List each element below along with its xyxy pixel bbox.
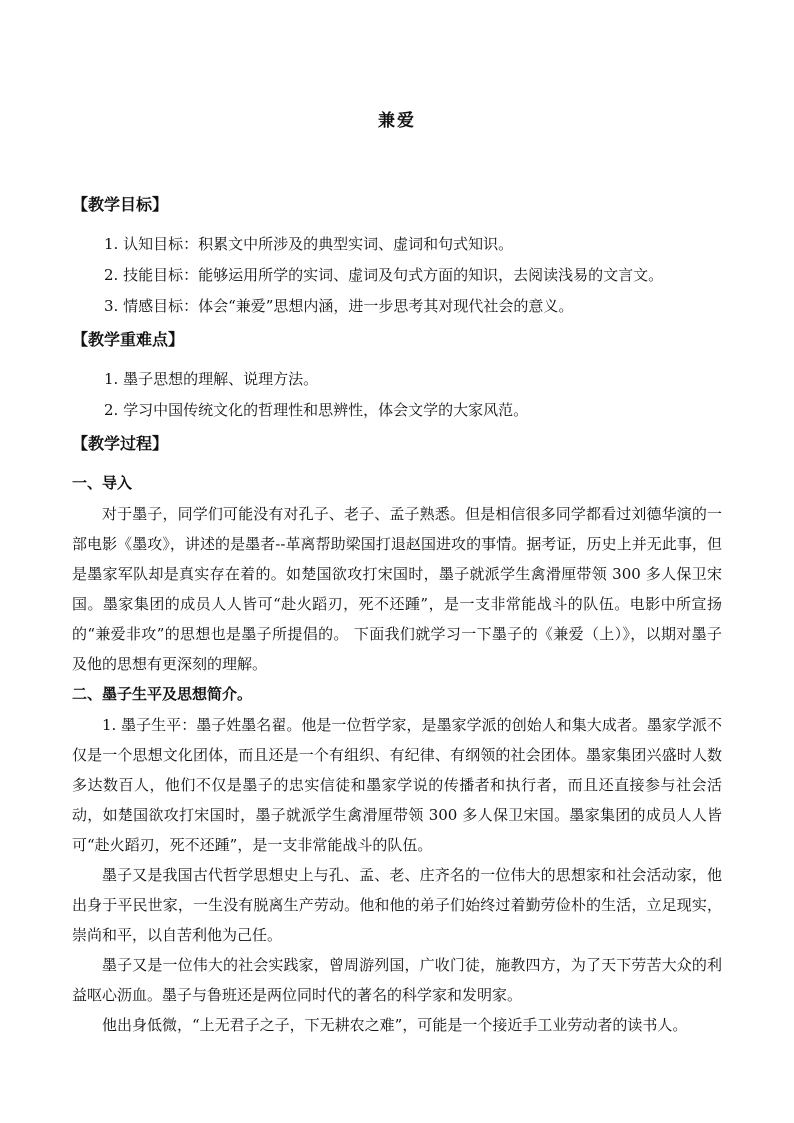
bio-paragraph: 他出身低微，“上无君子之子，下无耕农之难”，可能是一个接近手工业劳动者的读书人。 [102, 1016, 688, 1034]
key-point-item: 2. 学习中国传统文化的哲理性和思辨性，体会文学的大家风范。 [104, 401, 529, 419]
section-heading-key-points: 【教学重难点】 [72, 330, 185, 349]
key-point-item: 1. 墨子思想的理解、说理方法。 [104, 370, 319, 388]
bio-paragraph: 1. 墨子生平：墨子姓墨名翟。他是一位哲学家，是墨家学派的创始人和集大成者。墨家学派不仅是一个思想文化团体，而且还是一个有组织、有纪律、有纲领的社会团体。墨家集团兴盛时人数多达数百人，他们不仅是墨子的忠实信徒和墨家学说的传播者和执行者，而且还直接参与社会活动，如楚国欲攻打宋国时，墨子就派学生禽滑厘带领 300 多人保卫宋国。墨家集团的成员人人皆可“赴火蹈刃，死不还踵”，是一支非常能战斗的队伍。 [72, 716, 722, 854]
objective-item: 3. 情感目标：体会“兼爱”思想内涵，进一步思考其对现代社会的意义。 [104, 297, 574, 315]
objective-item: 1. 认知目标：积累文中所涉及的典型实词、虚词和句式知识。 [104, 235, 514, 253]
subsection-heading-bio: 二、墨子生平及思想简介。 [72, 685, 253, 703]
bio-paragraph: 墨子又是我国古代哲学思想史上与孔、孟、老、庄齐名的一位伟大的思想家和社会活动家，他出身于平民世家，一生没有脱离生产劳动。他和他的弟子们始终过着勤劳俭朴的生活，立足现实，崇尚和平，以自苦利他为己任。 [72, 866, 722, 944]
page-title: 兼爱 [378, 111, 416, 131]
objective-item: 2. 技能目标：能够运用所学的实词、虚词及句式方面的知识，去阅读浅易的文言文。 [104, 266, 664, 284]
section-heading-process: 【教学过程】 [72, 434, 169, 453]
subsection-heading-intro: 一、导入 [72, 474, 133, 492]
bio-paragraph: 墨子又是一位伟大的社会实践家，曾周游列国，广收门徒，施教四方，为了天下劳苦大众的利益呕心沥血。墨子与鲁班还是两位同时代的著名的科学家和发明家。 [72, 956, 722, 1004]
section-heading-objectives: 【教学目标】 [72, 195, 169, 214]
intro-paragraph: 对于墨子，同学们可能没有对孔子、老子、孟子熟悉。但是相信很多同学都看过刘德华演的一部电影《墨攻》，讲述的是墨者--革离帮助梁国打退赵国进攻的事情。据考证，历史上并无此事，但是墨家军队却是真实存在着的。如楚国欲攻打宋国时，墨子就派学生禽滑厘带领 300 多人保卫宋国。墨家集团的成员人人皆可“赴火蹈刃，死不还踵”，是一支非常能战斗的队伍。电影中所宣扬的“兼爱非攻”的思想也是墨子所提倡的。 下面我们就学习一下墨子的《兼爱（上）》，以期对墨子及他的思想有更深刻的理解。 [72, 505, 722, 673]
